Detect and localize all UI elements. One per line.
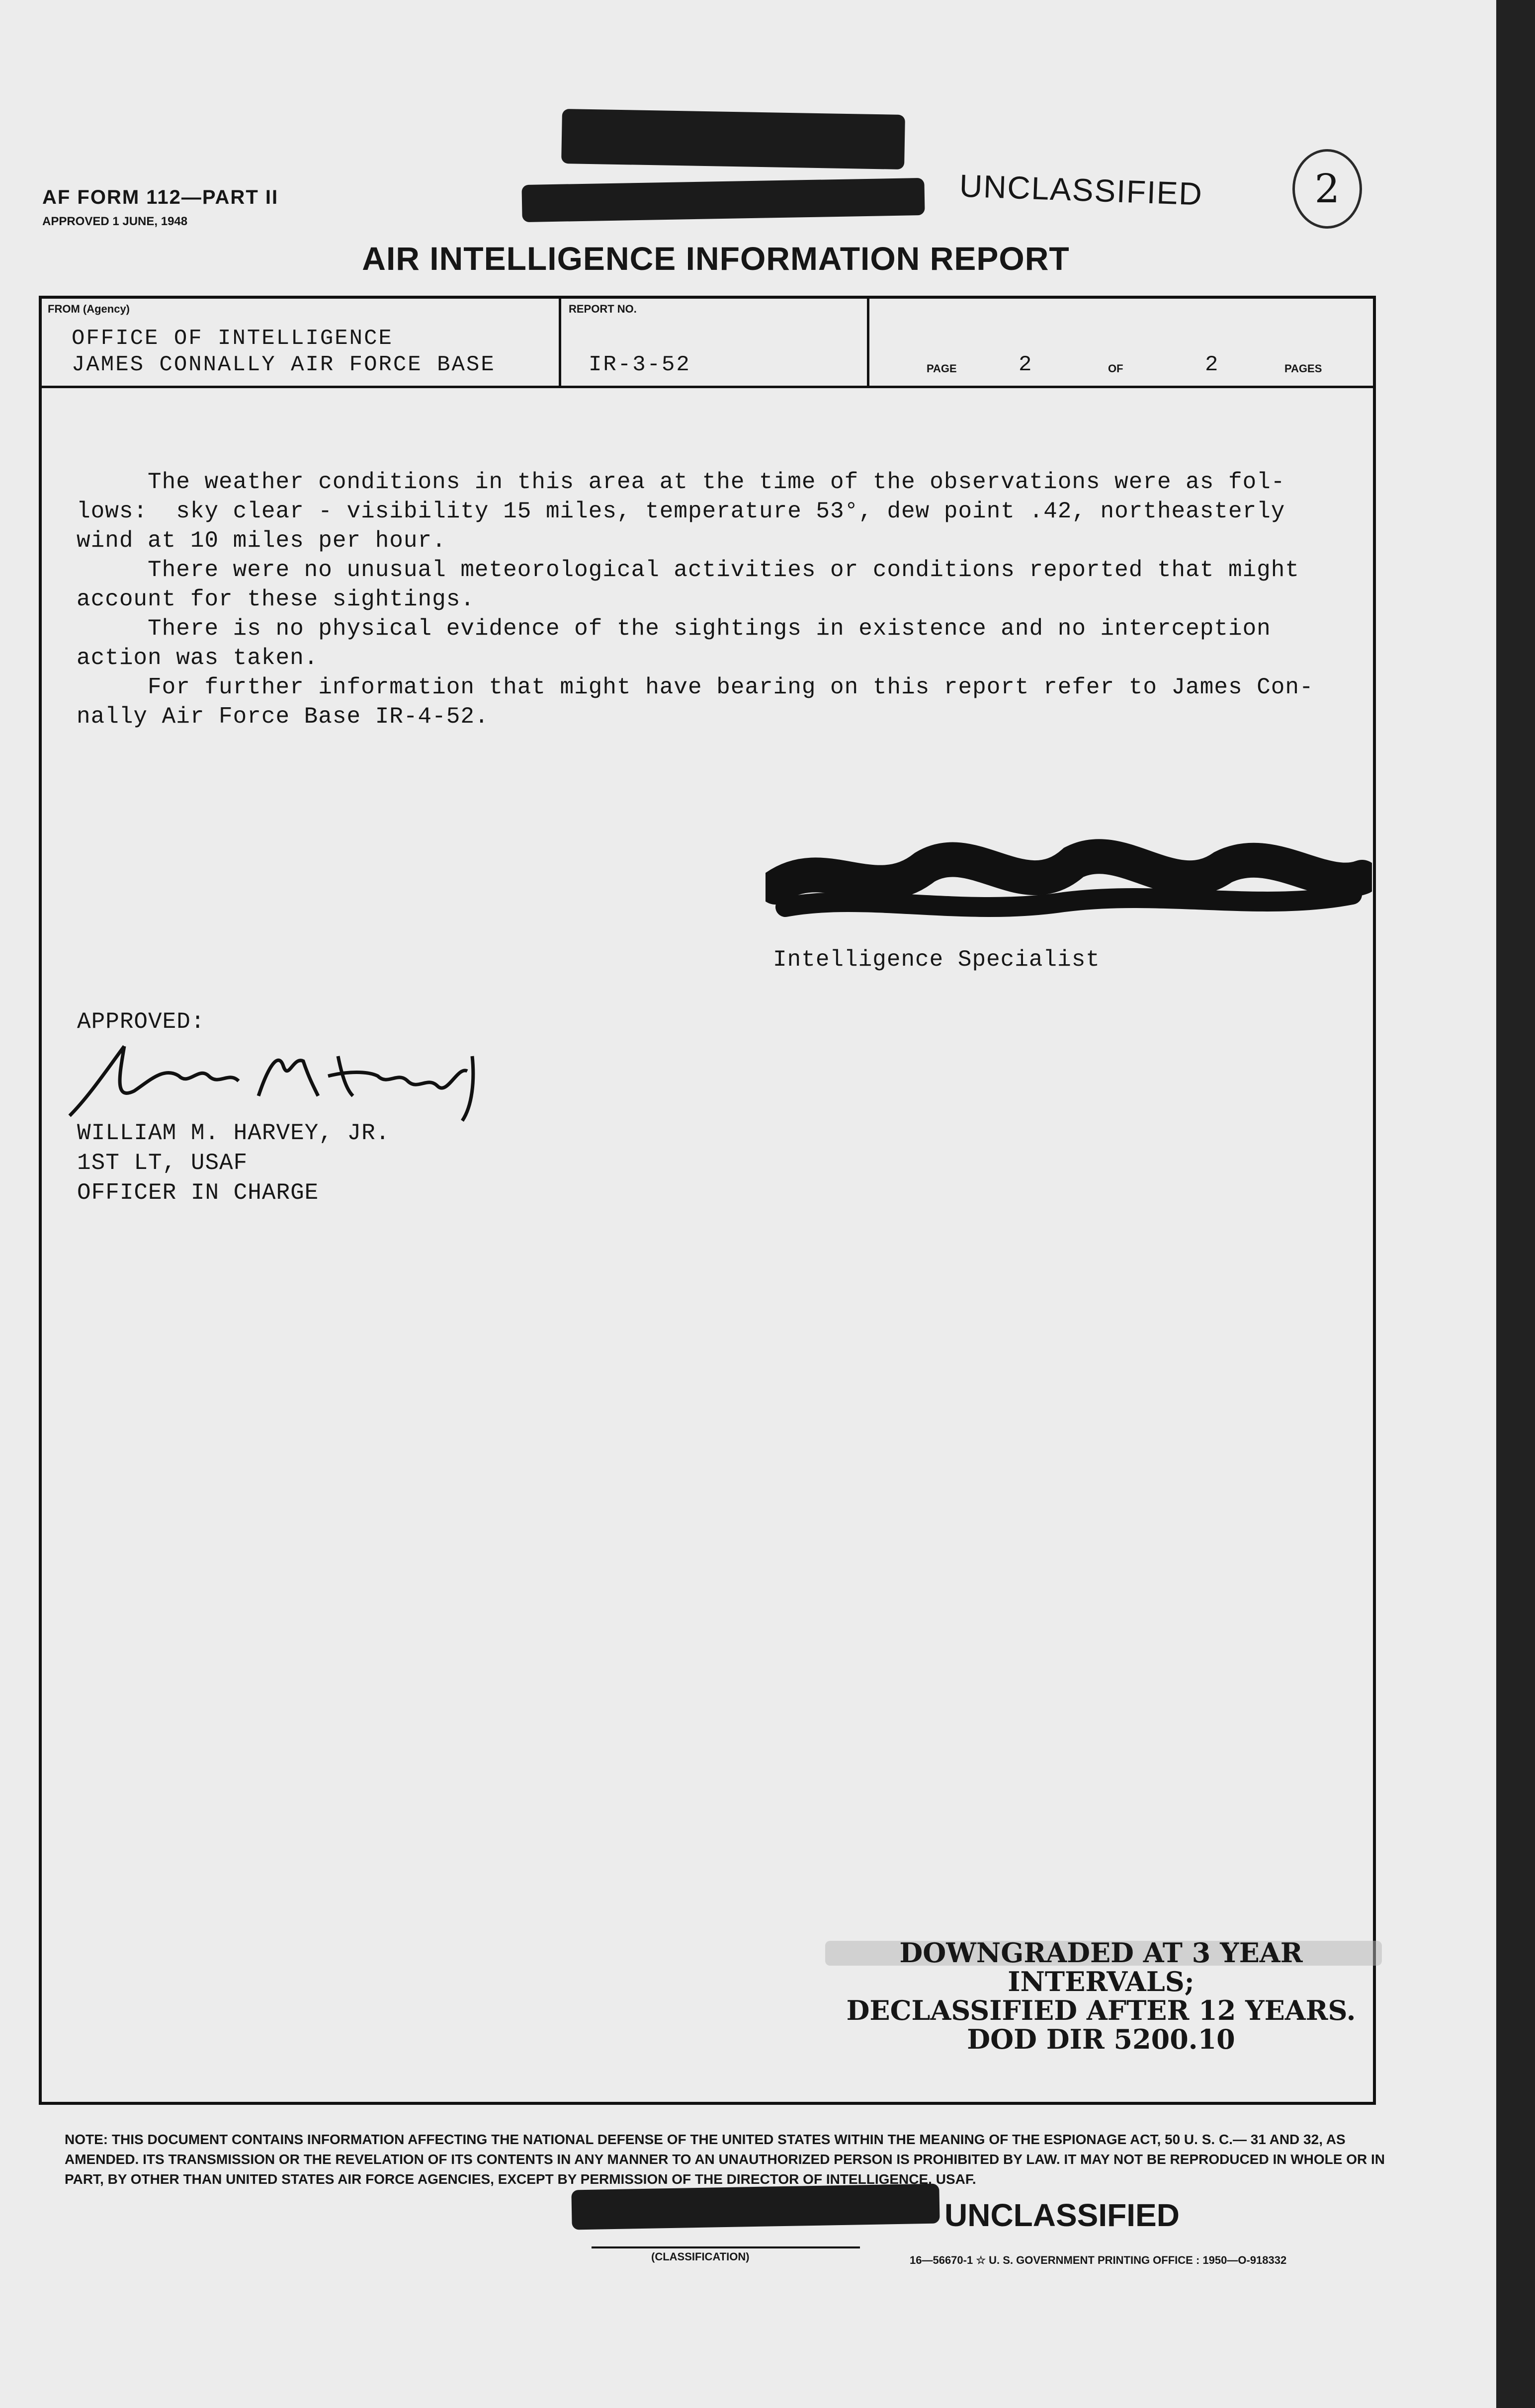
form-approved-date: APPROVED 1 JUNE, 1948: [42, 215, 188, 228]
form-id: AF FORM 112—PART II: [42, 186, 279, 208]
redaction-bar-bottom: [571, 2184, 939, 2230]
page-number: 2: [1019, 352, 1033, 377]
classification-underline: [592, 2246, 860, 2248]
report-no: IR-3-52: [589, 352, 691, 377]
approver-name: WILLIAM M. HARVEY, JR.: [77, 1120, 390, 1146]
scan-edge-band: [1496, 0, 1535, 2408]
approver-role: OFFICER IN CHARGE: [77, 1180, 319, 1206]
handwritten-signature: [50, 1036, 497, 1131]
pages-total: 2: [1205, 352, 1220, 377]
from-label: FROM (Agency): [48, 303, 130, 315]
report-no-label: REPORT NO.: [569, 303, 637, 315]
report-header: [42, 299, 1373, 388]
redacted-signature-scribble: [766, 832, 1372, 937]
approver-block: [77, 1118, 390, 1208]
classification-bottom: UNCLASSIFIED: [944, 2197, 1180, 2233]
printing-office-code: 16—56670-1 ☆ U. S. GOVERNMENT PRINTING OFFICE : 1950—O-918332: [910, 2254, 1287, 2266]
of-label: OF: [1108, 362, 1123, 375]
paragraph-evidence: There is no physical evidence of the sightings in existence and no interception action was taken.: [77, 616, 1271, 671]
header-divider: [559, 299, 561, 386]
redaction-bar-top-lower: [521, 178, 925, 222]
downgrade-stamp: [815, 1938, 1387, 2054]
paragraph-weather: The weather conditions in this area at the time of the observations were as fol- lows: sky clear - visibility 15 miles, temperature 53°, dew point .42, northeasterly wind at 10 miles per hour.: [77, 469, 1285, 554]
from-agency-line2: JAMES CONNALLY AIR FORCE BASE: [72, 352, 496, 377]
classification-top: UNCLASSIFIED: [958, 167, 1203, 212]
stamp-line2: DECLASSIFIED AFTER 12 YEARS.: [846, 1994, 1356, 2026]
paragraph-further-info: For further information that might have bearing on this report refer to James Con- nally Air Force Base IR-4-52.: [77, 674, 1314, 730]
classification-caption: (CLASSIFICATION): [651, 2250, 750, 2263]
stamp-line1: DOWNGRADED AT 3 YEAR INTERVALS;: [899, 1937, 1303, 1997]
stamp-line3: DOD DIR 5200.10: [967, 2023, 1235, 2055]
redaction-bar-top: [561, 109, 905, 169]
paragraph-meteorological: There were no unusual meteorological activities or conditions reported that might account for these sightings.: [77, 557, 1299, 612]
report-body: [77, 468, 1349, 732]
approved-label: APPROVED:: [77, 1009, 205, 1035]
approver-rank: 1ST LT, USAF: [77, 1150, 248, 1176]
espionage-act-note: NOTE: THIS DOCUMENT CONTAINS INFORMATION AFFECTING THE NATIONAL DEFENSE OF THE UNITED STATES WITHIN THE MEANING OF THE ESPIONAGE ACT, 50 U. S. C.— 31 AND 32, AS AMENDED. ITS TRANSMISSION OR THE REVELATION OF ITS CONTENTS IN ANY MANNER TO AN UNAUTHORIZED PERSON IS PROHIBITED BY LAW. IT MAY NOT BE REPRODUCED IN WHOLE OR IN PART, BY OTHER THAN UNITED STATES AIR FORCE AGENCIES, EXCEPT BY PERMISSION OF THE DIRECTOR OF INTELLIGENCE, USAF.: [65, 2132, 1385, 2187]
pages-label: PAGES: [1284, 362, 1322, 375]
specialist-title: Intelligence Specialist: [773, 947, 1100, 973]
report-title: AIR INTELLIGENCE INFORMATION REPORT: [362, 240, 1070, 277]
page-marker-circle: 2: [1292, 149, 1362, 229]
from-agency-line1: OFFICE OF INTELLIGENCE: [72, 326, 393, 351]
page-label: PAGE: [927, 362, 957, 375]
header-divider: [867, 299, 869, 386]
